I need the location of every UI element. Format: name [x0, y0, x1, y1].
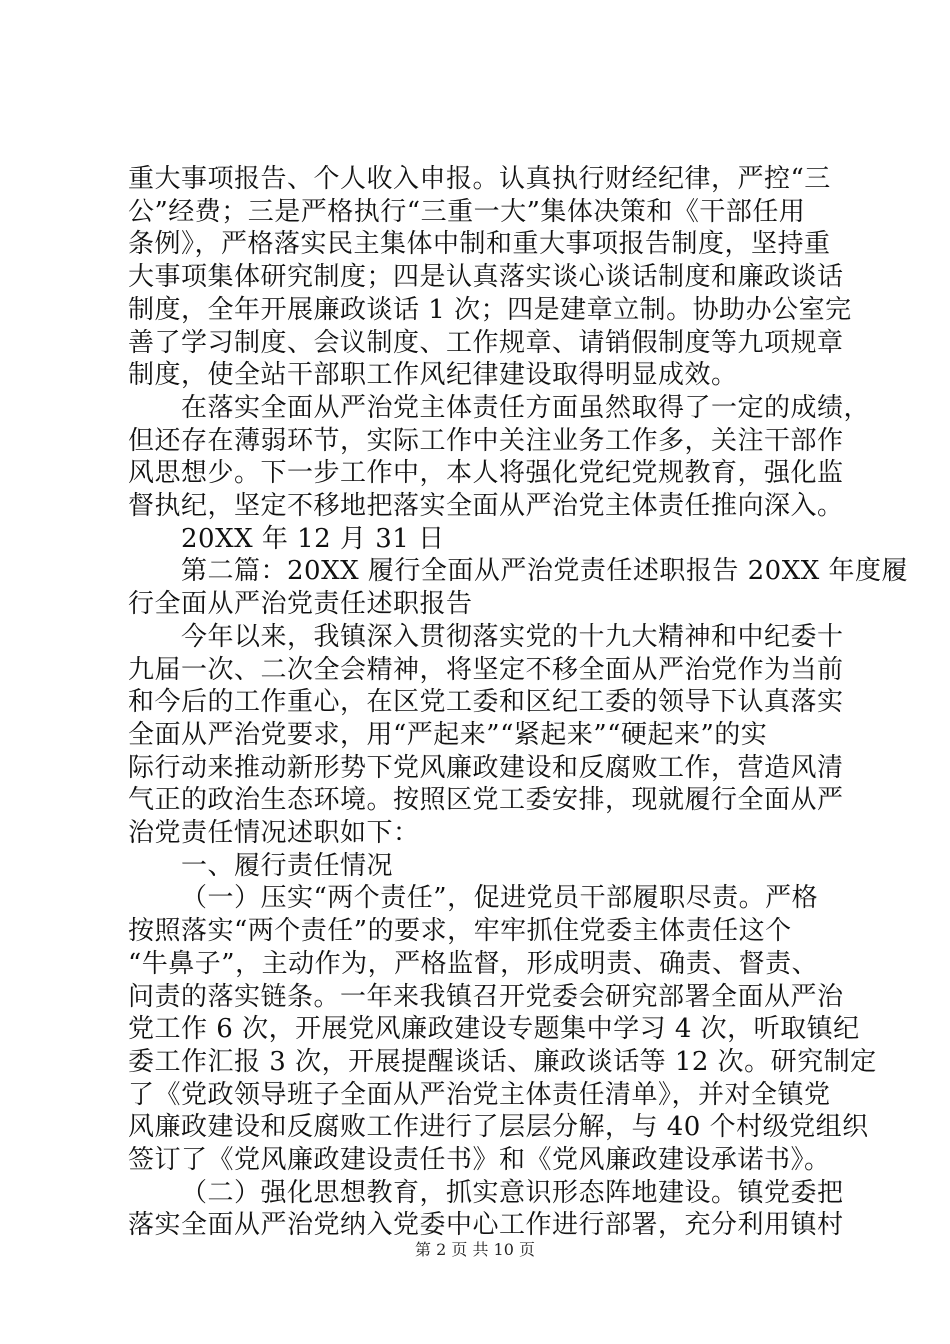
text-line: 问责的落实链条。一年来我镇召开党委会研究部署全面从严治: [128, 981, 844, 1012]
section-title-line: 行全面从严治党责任述职报告: [128, 589, 473, 620]
text-line: 条例》，严格落实民主集体中制和重大事项报告制度，坚持重: [128, 229, 831, 260]
text-line: 党工作 6 次，开展党风廉政建设专题集中学习 4 次，听取镇纪: [128, 1014, 860, 1045]
text-line: 公”经费；三是严格执行“三重一大”集体决策和《干部任用: [128, 196, 806, 227]
text-line: 制度，全年开展廉政谈话 1 次；四是建章立制。协助办公室完: [128, 294, 852, 325]
text-line: 风廉政建设和反腐败工作进行了层层分解，与 40 个村级党组织: [128, 1112, 869, 1143]
text-line: 风思想少。下一步工作中，本人将强化党纪党规教育，强化监: [128, 458, 844, 489]
text-line: 和今后的工作重心，在区党工委和区纪工委的领导下认真落实: [128, 687, 844, 718]
text-line: （二）强化思想教育，抓实意识形态阵地建设。镇党委把: [181, 1177, 844, 1208]
section-title-line: 第二篇：20XX 履行全面从严治党责任述职报告 20XX 年度履: [181, 556, 909, 587]
text-line: 善了学习制度、会议制度、工作规章、请销假制度等九项规章: [128, 327, 844, 358]
text-line: 制度，使全站干部职工作风纪律建设取得明显成效。: [128, 360, 738, 391]
text-line: 九届一次、二次全会精神，将坚定不移全面从严治党作为当前: [128, 654, 844, 685]
date-line: 20XX 年 12 月 31 日: [181, 523, 445, 554]
heading-line: 一、履行责任情况: [181, 850, 394, 881]
text-line: 全面从严治党要求，用“严起来”“紧起来”“硬起来”的实: [128, 719, 768, 750]
text-line: 了《党政领导班子全面从严治党主体责任清单》，并对全镇党: [128, 1079, 831, 1110]
text-line: 督执纪，坚定不移地把落实全面从严治党主体责任推向深入。: [128, 491, 844, 521]
text-line: 按照落实“两个责任”的要求，牢牢抓住党委主体责任这个: [128, 916, 792, 947]
text-line: 今年以来，我镇深入贯彻落实党的十九大精神和中纪委十: [181, 621, 844, 652]
text-line: 际行动来推动新形势下党风廉政建设和反腐败工作，营造风清: [128, 752, 844, 783]
text-line: （一）压实“两个责任”，促进党员干部履职尽责。严格: [181, 883, 819, 914]
text-line: 落实全面从严治党纳入党委中心工作进行部署，充分利用镇村: [128, 1210, 844, 1241]
text-line: 治党责任情况述职如下：: [128, 818, 420, 848]
text-line: 大事项集体研究制度；四是认真落实谈心谈话制度和廉政谈话: [128, 262, 844, 293]
text-line: 签订了《党风廉政建设责任书》和《党风廉政建设承诺书》。: [128, 1145, 831, 1175]
text-line: 委工作汇报 3 次，开展提醒谈话、廉政谈话等 12 次。研究制定: [128, 1046, 877, 1077]
page-footer: 第 2 页 共 10 页: [415, 1240, 535, 1259]
text-line: 重大事项报告、个人收入申报。认真执行财经纪律，严控“三: [128, 164, 831, 194]
text-line: 气正的政治生态环境。按照区党工委安排，现就履行全面从严: [128, 785, 844, 816]
text-line: 在落实全面从严治党主体责任方面虽然取得了一定的成绩，: [181, 392, 871, 423]
text-line: “牛鼻子”，主动作为，严格监督，形成明责、确责、督责、: [128, 948, 819, 979]
text-line: 但还存在薄弱环节，实际工作中关注业务工作多，关注干部作: [128, 425, 844, 456]
